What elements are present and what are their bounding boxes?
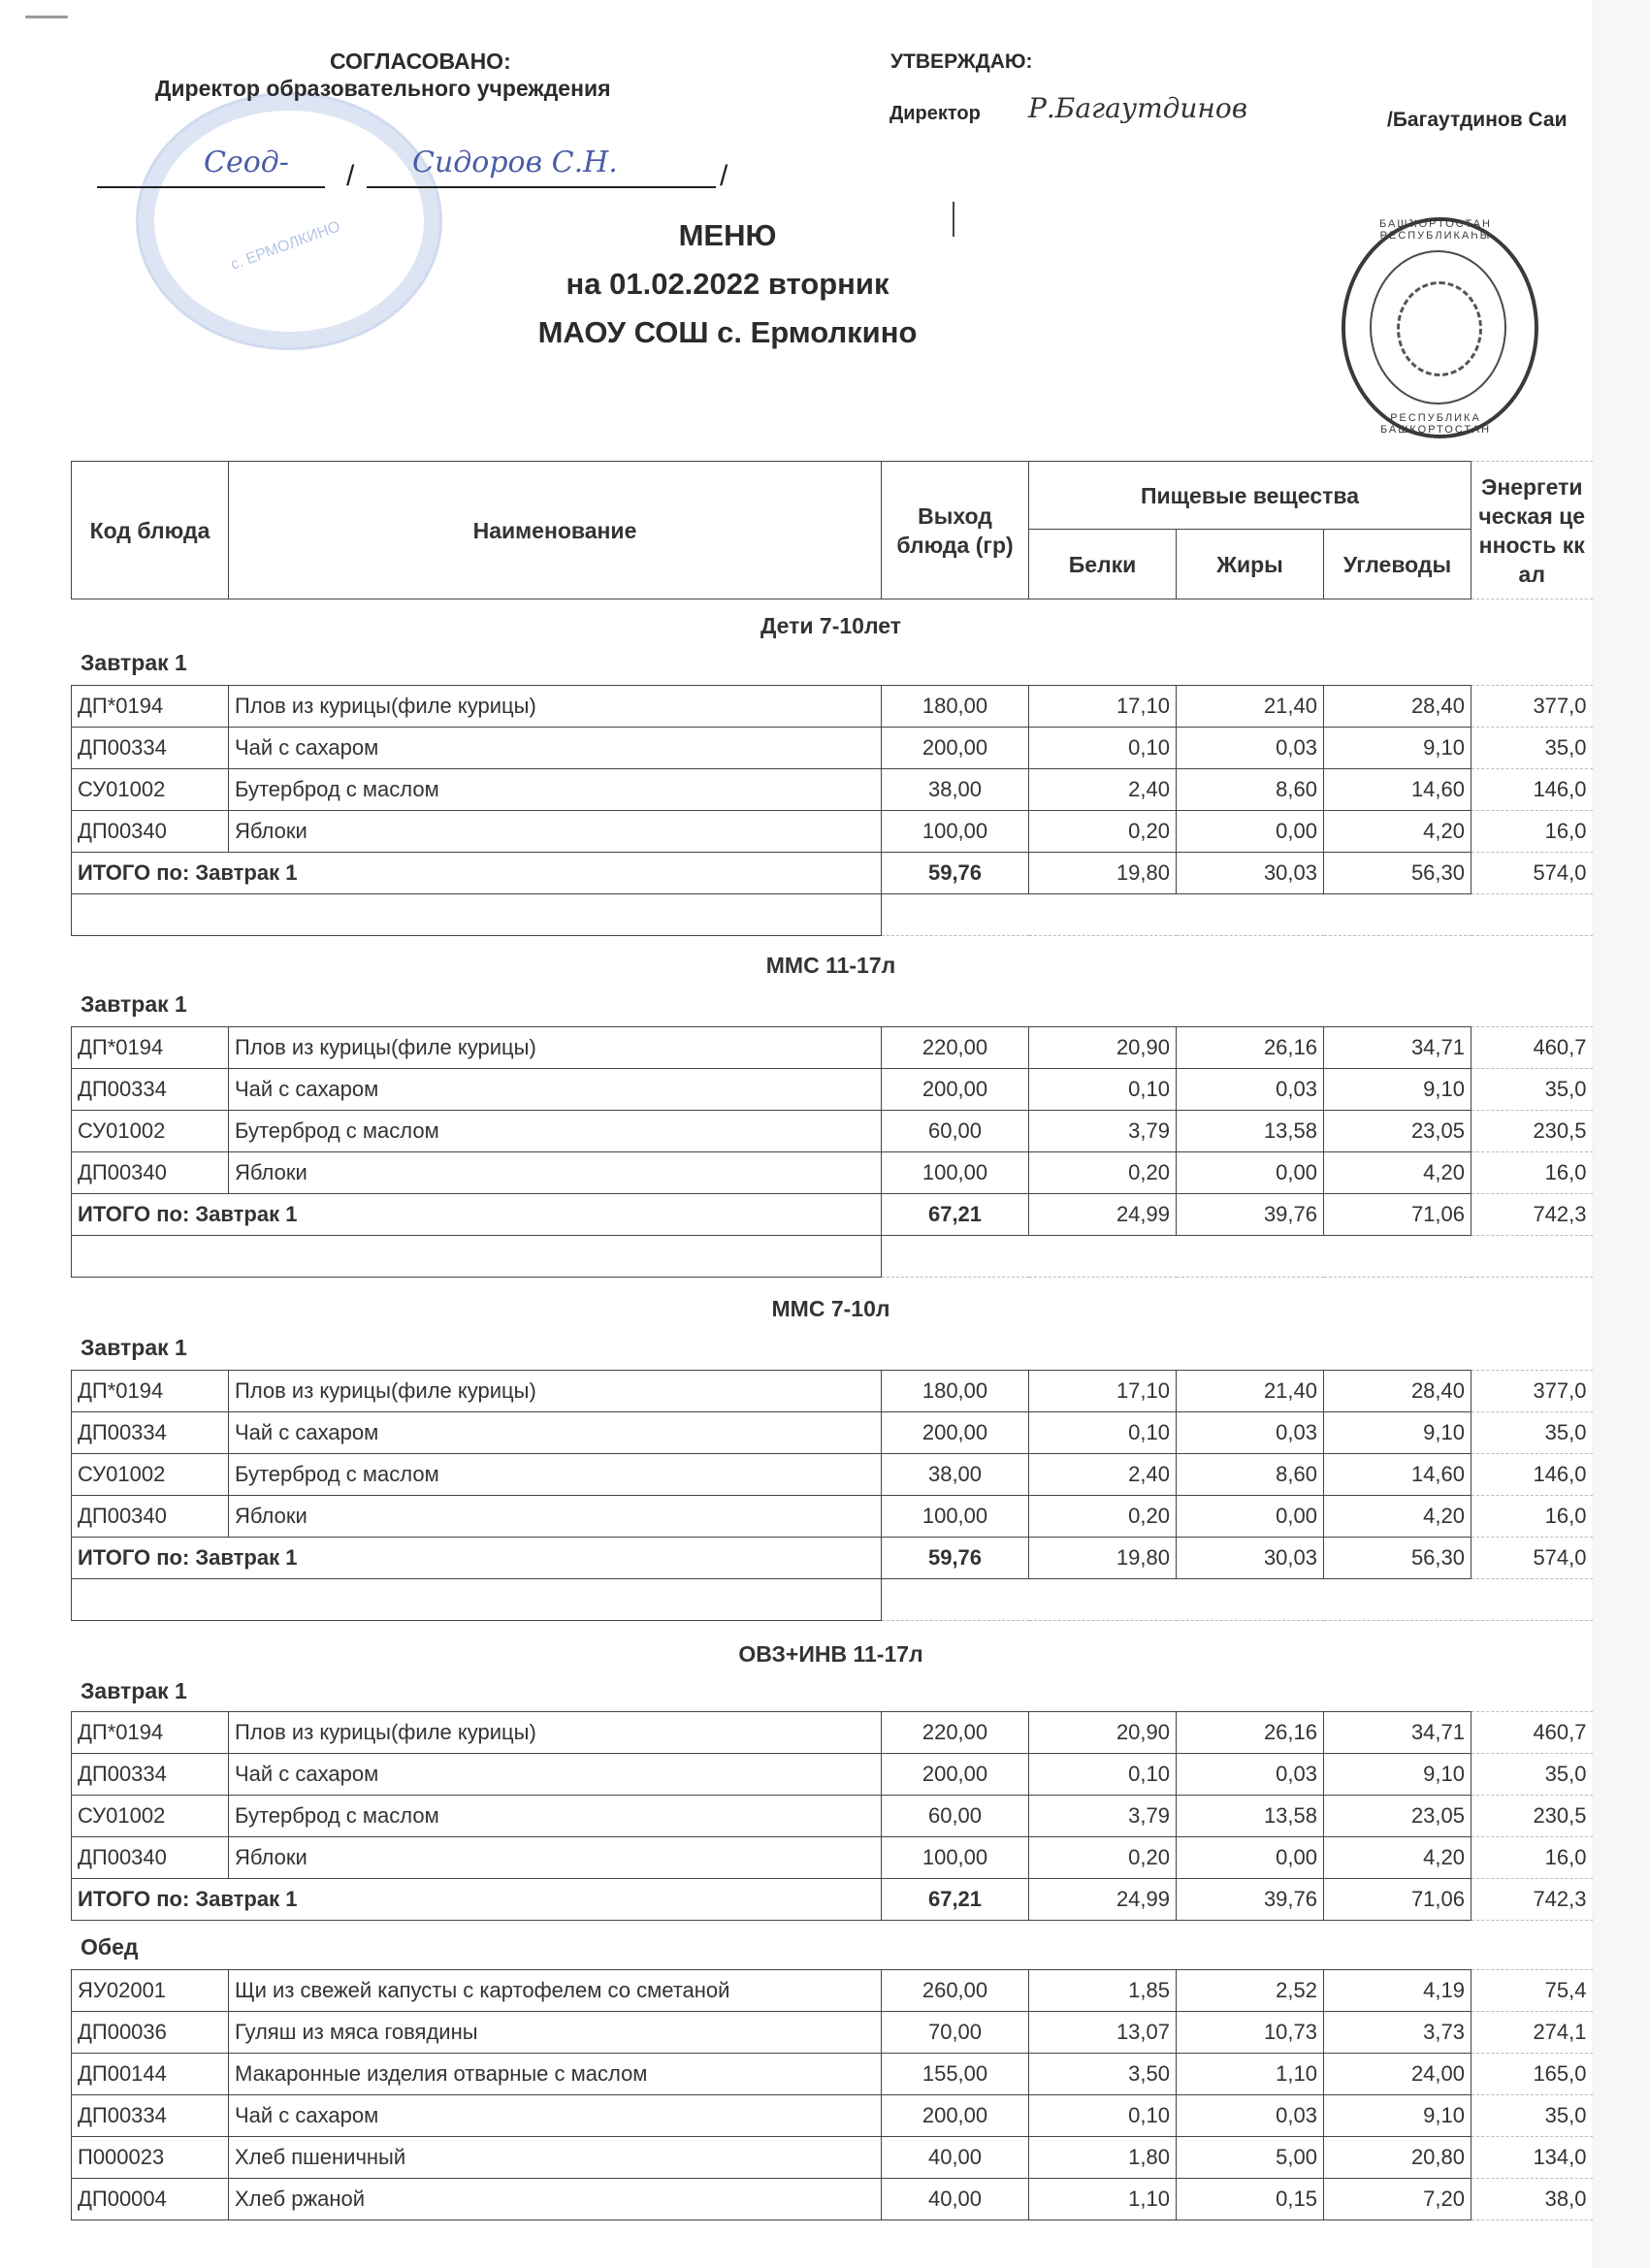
dish-name: Плов из курицы(филе курицы) [229,1371,882,1412]
dish-carbs: 28,40 [1324,686,1471,728]
total-energy: 742,3 [1471,1194,1593,1236]
dish-carbs: 34,71 [1324,1027,1471,1069]
dish-weight: 70,00 [882,2012,1029,2054]
dish-energy: 35,0 [1471,1754,1593,1796]
dish-code: П000023 [72,2137,229,2179]
dish-proteins: 0,10 [1029,1412,1177,1454]
dish-name: Щи из свежей капусты с картофелем со сметаной [229,1970,882,2012]
total-weight: 59,76 [882,1538,1029,1579]
total-carbs: 71,06 [1324,1879,1471,1921]
dish-energy: 38,0 [1471,2179,1593,2220]
dish-code: ЯУ02001 [72,1970,229,2012]
dish-name: Хлеб ржаной [229,2179,882,2220]
dish-fats: 13,58 [1177,1796,1324,1837]
director-name: /Багаутдинов Саи [1387,109,1568,131]
dish-carbs: 9,10 [1324,1069,1471,1111]
dish-energy: 134,0 [1471,2137,1593,2179]
header-energy: Энергетическая ценность ккал [1471,462,1593,599]
table-row [72,1027,1593,1069]
dish-code: ДП00334 [72,1412,229,1454]
dish-carbs: 7,20 [1324,2179,1471,2220]
left-signature: Сеод- [204,146,289,179]
dish-code: ДП*0194 [72,1027,229,1069]
dish-fats: 0,00 [1177,1152,1324,1194]
header-weight: Выход блюда (гр) [882,462,1029,599]
dish-weight: 60,00 [882,1111,1029,1152]
dish-name: Чай с сахаром [229,1412,882,1454]
meal-title: Завтрак 1 [81,991,187,1017]
page-right-margin [1593,0,1649,2268]
total-fats: 39,76 [1177,1879,1324,1921]
total-weight: 67,21 [882,1879,1029,1921]
empty-cell [72,1579,882,1621]
dish-name: Бутерброд с маслом [229,1454,882,1496]
empty-row [72,1579,1593,1621]
dish-weight: 38,00 [882,1454,1029,1496]
dish-code: ДП00340 [72,1837,229,1879]
dish-code: ДП00340 [72,811,229,853]
table-row [72,2012,1593,2054]
dish-proteins: 0,10 [1029,1754,1177,1796]
dish-energy: 274,1 [1471,2012,1593,2054]
empty-cell [72,1236,882,1278]
dish-weight: 60,00 [882,1796,1029,1837]
total-fats: 30,03 [1177,1538,1324,1579]
dish-weight: 180,00 [882,686,1029,728]
total-fats: 39,76 [1177,1194,1324,1236]
dish-fats: 0,15 [1177,2179,1324,2220]
dish-code: СУ01002 [72,1111,229,1152]
header-carbs: Углеводы [1324,530,1471,599]
dish-proteins: 20,90 [1029,1712,1177,1754]
dish-energy: 16,0 [1471,1837,1593,1879]
menu-date: на 01.02.2022 вторник [566,267,889,301]
dish-energy: 230,5 [1471,1111,1593,1152]
dish-weight: 155,00 [882,2054,1029,2095]
dish-code: СУ01002 [72,1454,229,1496]
school-stamp-blue [136,92,442,350]
total-carbs: 56,30 [1324,853,1471,894]
dish-proteins: 3,79 [1029,1111,1177,1152]
dish-weight: 100,00 [882,1837,1029,1879]
dish-energy: 230,5 [1471,1796,1593,1837]
total-label: ИТОГО по: Завтрак 1 [72,1538,882,1579]
signature-line [97,186,325,188]
dish-fats: 8,60 [1177,1454,1324,1496]
left-handwritten-name: Сидоров С.Н. [412,146,618,179]
agreed-subtitle: Директор образовательного учреждения [155,76,611,101]
dish-carbs: 20,80 [1324,2137,1471,2179]
table-row [72,2054,1593,2095]
meal-title: Завтрак 1 [81,1678,187,1703]
group-title: ОВЗ+ИНВ 11-17л [738,1641,923,1667]
dish-carbs: 4,20 [1324,811,1471,853]
dish-energy: 16,0 [1471,1496,1593,1538]
dish-code: ДП*0194 [72,1371,229,1412]
total-row [72,1194,1593,1236]
dish-weight: 38,00 [882,769,1029,811]
total-row [72,1538,1593,1579]
dish-code: ДП00334 [72,1069,229,1111]
empty-cell [882,894,1593,936]
table-row [72,1970,1593,2012]
total-label: ИТОГО по: Завтрак 1 [72,1194,882,1236]
table-row [72,686,1593,728]
dish-energy: 460,7 [1471,1712,1593,1754]
dish-carbs: 9,10 [1324,1754,1471,1796]
dish-name: Плов из курицы(филе курицы) [229,1027,882,1069]
total-weight: 59,76 [882,853,1029,894]
table-row [72,1069,1593,1111]
dish-code: ДП00334 [72,1754,229,1796]
dish-energy: 377,0 [1471,686,1593,728]
approve-role: Директор [889,103,981,124]
lunch-table [71,1969,1593,2220]
dish-proteins: 2,40 [1029,1454,1177,1496]
table-row [72,1371,1593,1412]
official-stamp-emblem-icon [1397,281,1482,376]
dish-weight: 200,00 [882,1754,1029,1796]
dish-fats: 0,00 [1177,811,1324,853]
table-row [72,2179,1593,2220]
total-proteins: 19,80 [1029,853,1177,894]
dish-fats: 21,40 [1177,1371,1324,1412]
table-row [72,1496,1593,1538]
dish-name: Чай с сахаром [229,1754,882,1796]
school-stamp-text: с. ЕРМОЛКИНО [228,218,343,274]
group-title: ММС 7-10л [771,1296,890,1321]
dish-code: ДП*0194 [72,1712,229,1754]
dish-proteins: 17,10 [1029,686,1177,728]
dish-code: ДП00036 [72,2012,229,2054]
table-row [72,728,1593,769]
group-title: Дети 7-10лет [760,613,902,638]
dish-carbs: 4,19 [1324,1970,1471,2012]
table-row [72,811,1593,853]
dish-fats: 26,16 [1177,1712,1324,1754]
dish-fats: 0,03 [1177,728,1324,769]
meal-title: Завтрак 1 [81,1335,187,1360]
dish-carbs: 4,20 [1324,1152,1471,1194]
dish-carbs: 28,40 [1324,1371,1471,1412]
dish-proteins: 0,10 [1029,2095,1177,2137]
dish-fats: 2,52 [1177,1970,1324,2012]
dish-proteins: 20,90 [1029,1027,1177,1069]
dish-carbs: 34,71 [1324,1712,1471,1754]
table-row [72,1712,1593,1754]
dish-name: Хлеб пшеничный [229,2137,882,2179]
header-fats: Жиры [1177,530,1324,599]
dish-weight: 100,00 [882,1152,1029,1194]
dish-name: Чай с сахаром [229,1069,882,1111]
dish-proteins: 0,20 [1029,811,1177,853]
dish-code: ДП*0194 [72,686,229,728]
header-name: Наименование [229,462,882,599]
dish-code: ДП00144 [72,2054,229,2095]
table-row [72,1412,1593,1454]
header-code: Код блюда [72,462,229,599]
dish-weight: 40,00 [882,2137,1029,2179]
dish-carbs: 3,73 [1324,2012,1471,2054]
dish-carbs: 9,10 [1324,2095,1471,2137]
dish-weight: 220,00 [882,1027,1029,1069]
dish-carbs: 23,05 [1324,1796,1471,1837]
table-row [72,1754,1593,1796]
dish-energy: 16,0 [1471,1152,1593,1194]
dish-proteins: 3,79 [1029,1796,1177,1837]
table-row [72,2137,1593,2179]
dish-proteins: 3,50 [1029,2054,1177,2095]
dish-name: Яблоки [229,1496,882,1538]
table-row [72,1796,1593,1837]
total-proteins: 24,99 [1029,1879,1177,1921]
dish-weight: 220,00 [882,1712,1029,1754]
dish-fats: 13,58 [1177,1111,1324,1152]
dish-carbs: 23,05 [1324,1111,1471,1152]
total-energy: 574,0 [1471,853,1593,894]
dish-proteins: 0,20 [1029,1837,1177,1879]
total-row [72,1879,1593,1921]
dish-name: Макаронные изделия отварные с маслом [229,2054,882,2095]
menu-table [71,1711,1593,1921]
official-stamp-bottom-text: РЕСПУБЛИКА БАШКОРТОСТАН [1379,412,1492,436]
dish-name: Чай с сахаром [229,728,882,769]
dish-code: СУ01002 [72,769,229,811]
menu-table [71,1026,1593,1278]
dish-carbs: 24,00 [1324,2054,1471,2095]
dish-weight: 200,00 [882,2095,1029,2137]
total-weight: 67,21 [882,1194,1029,1236]
dish-energy: 460,7 [1471,1027,1593,1069]
dish-weight: 100,00 [882,811,1029,853]
dish-code: ДП00334 [72,2095,229,2137]
dish-fats: 5,00 [1177,2137,1324,2179]
dish-fats: 0,03 [1177,1754,1324,1796]
total-carbs: 71,06 [1324,1194,1471,1236]
column-header-table [71,461,1593,599]
empty-cell [882,1579,1593,1621]
dish-proteins: 17,10 [1029,1371,1177,1412]
dish-energy: 35,0 [1471,728,1593,769]
dish-proteins: 0,10 [1029,728,1177,769]
menu-table [71,685,1593,936]
total-energy: 742,3 [1471,1879,1593,1921]
total-label: ИТОГО по: Завтрак 1 [72,1879,882,1921]
dish-proteins: 1,80 [1029,2137,1177,2179]
dish-fats: 8,60 [1177,769,1324,811]
dish-proteins: 1,10 [1029,2179,1177,2220]
dish-carbs: 4,20 [1324,1496,1471,1538]
dish-carbs: 4,20 [1324,1837,1471,1879]
dish-name: Яблоки [229,811,882,853]
total-row [72,853,1593,894]
empty-cell [882,1236,1593,1278]
director-signature: Р.Багаутдинов [1028,92,1248,124]
dish-name: Плов из курицы(филе курицы) [229,686,882,728]
scan-corner-mark [25,16,68,18]
table-row [72,1837,1593,1879]
empty-row [72,1236,1593,1278]
dish-proteins: 13,07 [1029,2012,1177,2054]
dish-fats: 0,03 [1177,1412,1324,1454]
dish-weight: 40,00 [882,2179,1029,2220]
name-line [367,186,716,188]
dish-name: Яблоки [229,1837,882,1879]
dish-fats: 1,10 [1177,2054,1324,2095]
empty-cell [72,894,882,936]
dish-proteins: 0,20 [1029,1496,1177,1538]
empty-row [72,894,1593,936]
dish-name: Бутерброд с маслом [229,769,882,811]
table-row [72,1454,1593,1496]
dish-name: Бутерброд с маслом [229,1796,882,1837]
dish-proteins: 0,20 [1029,1152,1177,1194]
dish-proteins: 2,40 [1029,769,1177,811]
dish-energy: 35,0 [1471,2095,1593,2137]
menu-table [71,1370,1593,1621]
dish-name: Яблоки [229,1152,882,1194]
name-slash: / [720,160,728,192]
dish-fats: 21,40 [1177,686,1324,728]
dish-code: ДП00340 [72,1496,229,1538]
dish-fats: 0,00 [1177,1837,1324,1879]
dish-name: Бутерброд с маслом [229,1111,882,1152]
approve-title: УТВЕРЖДАЮ: [890,50,1033,73]
total-carbs: 56,30 [1324,1538,1471,1579]
dish-carbs: 14,60 [1324,769,1471,811]
dish-fats: 0,03 [1177,1069,1324,1111]
signature-slash: / [346,160,355,192]
dish-weight: 200,00 [882,1412,1029,1454]
dish-fats: 0,00 [1177,1496,1324,1538]
total-fats: 30,03 [1177,853,1324,894]
dish-energy: 75,4 [1471,1970,1593,2012]
dish-name: Гуляш из мяса говядины [229,2012,882,2054]
dish-weight: 180,00 [882,1371,1029,1412]
table-row [72,1152,1593,1194]
dish-energy: 377,0 [1471,1371,1593,1412]
total-label: ИТОГО по: Завтрак 1 [72,853,882,894]
dish-energy: 35,0 [1471,1069,1593,1111]
dish-energy: 16,0 [1471,811,1593,853]
dish-proteins: 0,10 [1029,1069,1177,1111]
table-row [72,2095,1593,2137]
group-title: ММС 11-17л [765,953,896,978]
dish-code: ДП00334 [72,728,229,769]
total-proteins: 24,99 [1029,1194,1177,1236]
total-energy: 574,0 [1471,1538,1593,1579]
dish-energy: 35,0 [1471,1412,1593,1454]
table-row [72,769,1593,811]
dish-energy: 146,0 [1471,1454,1593,1496]
dish-code: ДП00340 [72,1152,229,1194]
meal-title: Завтрак 1 [81,650,187,675]
dish-fats: 0,03 [1177,2095,1324,2137]
dish-fats: 10,73 [1177,2012,1324,2054]
menu-title: МЕНЮ [678,218,777,252]
table-row [72,1111,1593,1152]
dish-weight: 200,00 [882,728,1029,769]
header-proteins: Белки [1029,530,1177,599]
dish-name: Плов из курицы(филе курицы) [229,1712,882,1754]
dish-code: ДП00004 [72,2179,229,2220]
dish-energy: 165,0 [1471,2054,1593,2095]
dish-carbs: 9,10 [1324,728,1471,769]
dish-energy: 146,0 [1471,769,1593,811]
dish-carbs: 14,60 [1324,1454,1471,1496]
school-name: МАОУ СОШ с. Ермолкино [537,315,918,349]
header-nutrients: Пищевые вещества [1029,462,1471,530]
meal-title-lunch: Обед [81,1934,139,1960]
dish-fats: 26,16 [1177,1027,1324,1069]
dish-name: Чай с сахаром [229,2095,882,2137]
dish-proteins: 1,85 [1029,1970,1177,2012]
dish-code: СУ01002 [72,1796,229,1837]
official-stamp-top-text: БАШҠОРТОСТАН РЕСПУБЛИКАҺЫ [1379,218,1492,242]
dish-carbs: 9,10 [1324,1412,1471,1454]
agreed-title: СОГЛАСОВАНО: [330,49,511,74]
dish-weight: 200,00 [882,1069,1029,1111]
dish-weight: 100,00 [882,1496,1029,1538]
total-proteins: 19,80 [1029,1538,1177,1579]
dish-weight: 260,00 [882,1970,1029,2012]
